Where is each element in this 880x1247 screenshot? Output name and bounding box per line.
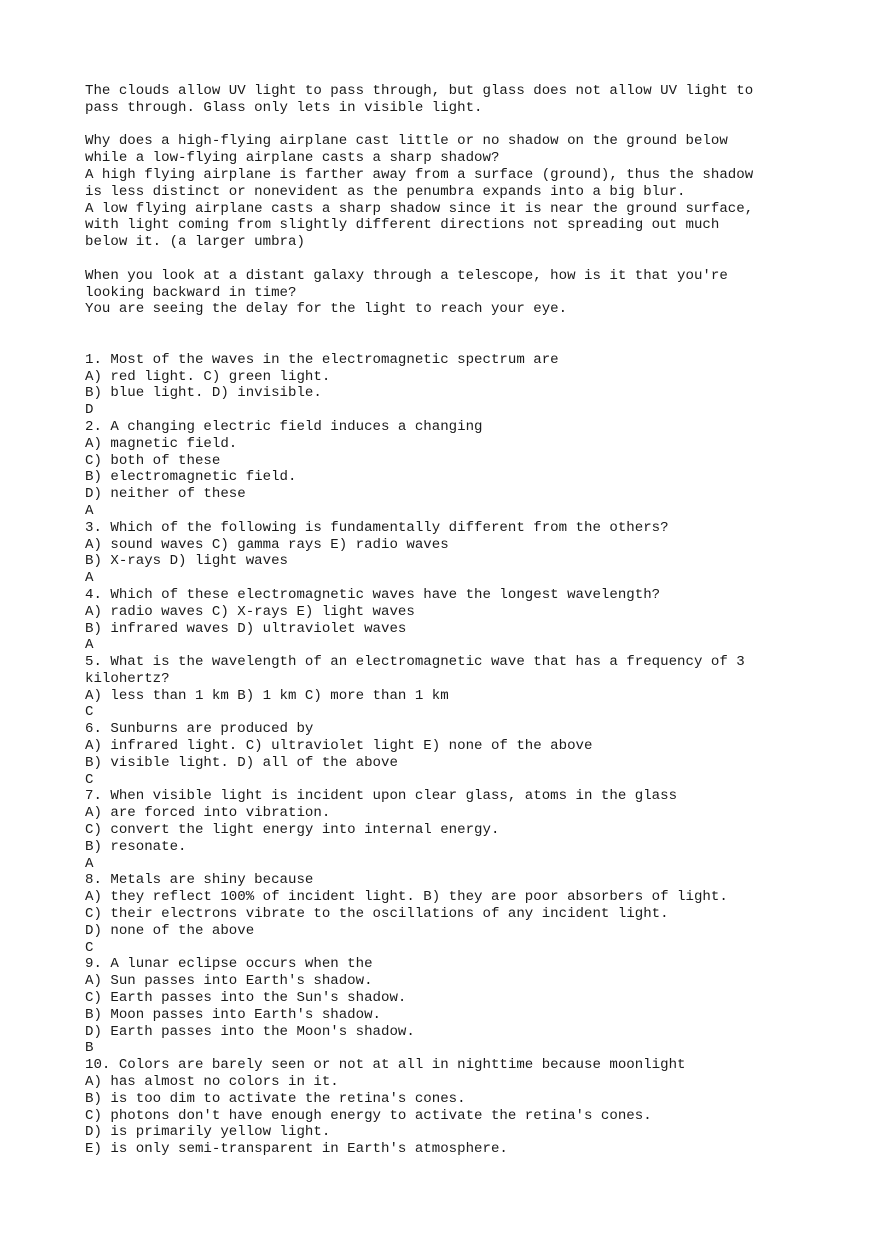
question-line: D) Earth passes into the Moon's shadow. — [85, 1023, 415, 1040]
text-line: Why does a high-flying airplane cast little or no shadow on the ground below — [85, 133, 728, 150]
question-line: A) radio waves C) X-rays E) light waves — [85, 603, 415, 620]
question-line: A — [85, 502, 94, 519]
question-line: C) photons don't have enough energy to activate the retina's cones. — [85, 1107, 652, 1124]
question-line: A) they reflect 100% of incident light. B) they are poor absorbers of light. — [85, 889, 728, 906]
question-line: B) X-rays D) light waves — [85, 553, 288, 570]
question-line: C) Earth passes into the Sun's shadow. — [85, 990, 407, 1007]
paragraph-airplane-shadow — [85, 133, 845, 251]
paragraph-spacer — [85, 251, 845, 268]
question-line: 5. What is the wavelength of an electromagnetic wave that has a frequency of 3 — [85, 654, 745, 671]
question-line: 8. Metals are shiny because — [85, 872, 314, 889]
question-line: 7. When visible light is incident upon clear glass, atoms in the glass — [85, 788, 678, 805]
document-page — [85, 83, 845, 1158]
question-line: A) are forced into vibration. — [85, 805, 331, 822]
question-line: C — [85, 771, 94, 788]
question-line: D — [85, 402, 94, 419]
question-line: 3. Which of the following is fundamentally different from the others? — [85, 519, 669, 536]
question-line: D) is primarily yellow light. — [85, 1124, 331, 1141]
question-line: B — [85, 1040, 94, 1057]
text-line: pass through. Glass only lets in visible light. — [85, 99, 483, 116]
question-line: D) none of the above — [85, 922, 255, 939]
question-line: A — [85, 570, 94, 587]
question-line: 4. Which of these electromagnetic waves have the longest wavelength? — [85, 586, 661, 603]
question-line: 2. A changing electric field induces a changing — [85, 418, 483, 435]
paragraph-galaxy — [85, 268, 845, 318]
text-line: When you look at a distant galaxy through a telescope, how is it that you're — [85, 267, 728, 284]
question-line: 9. A lunar eclipse occurs when the — [85, 956, 373, 973]
text-line: with light coming from slightly different directions not spreading out much — [85, 217, 720, 234]
question-line: A) red light. C) green light. — [85, 368, 331, 385]
question-line: A) magnetic field. — [85, 435, 238, 452]
question-line: A) Sun passes into Earth's shadow. — [85, 973, 373, 990]
question-line: A) has almost no colors in it. — [85, 1074, 339, 1091]
question-line: C — [85, 939, 94, 956]
question-line: C — [85, 704, 94, 721]
question-line: B) is too dim to activate the retina's cones. — [85, 1090, 466, 1107]
text-line: A low flying airplane casts a sharp shadow since it is near the ground surface, — [85, 200, 754, 217]
question-line: E) is only semi-transparent in Earth's atmosphere. — [85, 1141, 508, 1158]
text-line: looking backward in time? — [85, 284, 297, 301]
question-line: A) infrared light. C) ultraviolet light E) none of the above — [85, 738, 593, 755]
question-line: kilohertz? — [85, 670, 170, 687]
text-line: below it. (a larger umbra) — [85, 234, 305, 251]
question-line: B) resonate. — [85, 838, 187, 855]
question-line: C) convert the light energy into internal energy. — [85, 822, 500, 839]
question-line: 10. Colors are barely seen or not at all in nighttime because moonlight — [85, 1057, 686, 1074]
text-line: A high flying airplane is farther away from a surface (ground), thus the shadow — [85, 166, 754, 183]
question-line: A — [85, 637, 94, 654]
question-line: C) their electrons vibrate to the oscillations of any incident light. — [85, 906, 669, 923]
question-list — [85, 352, 845, 1158]
question-line: B) electromagnetic field. — [85, 469, 297, 486]
text-line: is less distinct or nonevident as the penumbra expands into a big blur. — [85, 183, 686, 200]
question-line: B) visible light. D) all of the above — [85, 754, 398, 771]
question-line: A) less than 1 km B) 1 km C) more than 1 km — [85, 687, 449, 704]
question-line: C) both of these — [85, 452, 221, 469]
question-line: 6. Sunburns are produced by — [85, 721, 314, 738]
paragraph-spacer — [85, 117, 845, 134]
text-line: while a low-flying airplane casts a sharp shadow? — [85, 150, 500, 167]
text-line: You are seeing the delay for the light to reach your eye. — [85, 301, 568, 318]
question-line: D) neither of these — [85, 486, 246, 503]
question-line: B) blue light. D) invisible. — [85, 385, 322, 402]
question-line: 1. Most of the waves in the electromagnetic spectrum are — [85, 351, 559, 368]
paragraph-spacer — [85, 318, 845, 352]
question-line: A) sound waves C) gamma rays E) radio waves — [85, 536, 449, 553]
question-line: A — [85, 855, 94, 872]
text-line: The clouds allow UV light to pass through, but glass does not allow UV light to — [85, 83, 754, 99]
question-line: B) infrared waves D) ultraviolet waves — [85, 620, 407, 637]
question-line: B) Moon passes into Earth's shadow. — [85, 1006, 382, 1023]
paragraph-uv-light — [85, 83, 845, 117]
